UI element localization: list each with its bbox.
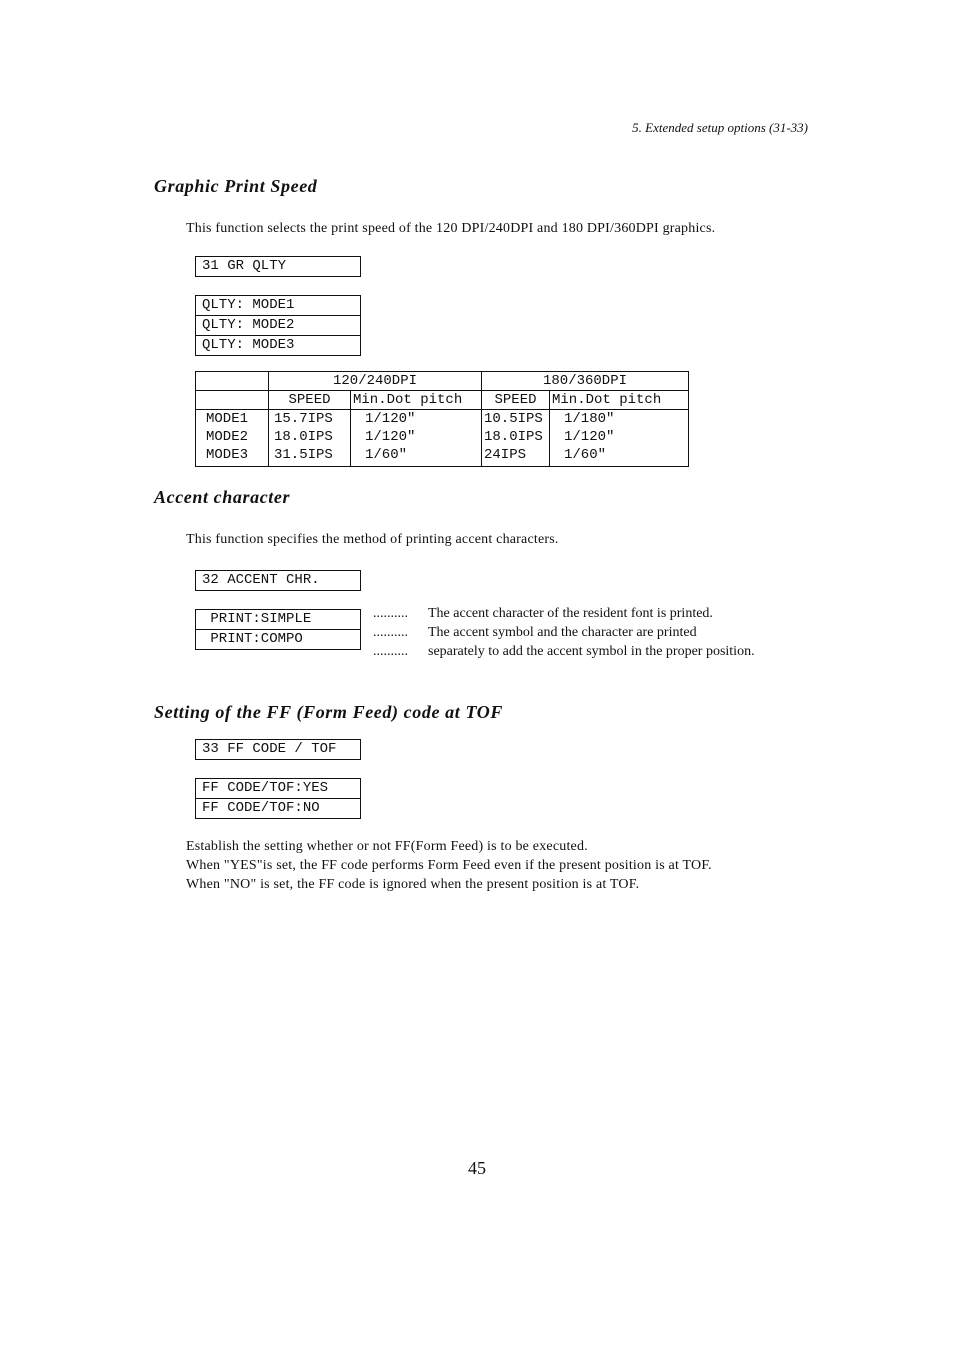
option-ff-yes: FF CODE/TOF:YES xyxy=(202,780,329,796)
option-print-compo: PRINT:COMPO xyxy=(196,629,360,649)
ff-line: When "YES"is set, the FF code performs Form Feed even if the present position is at TOF. xyxy=(186,858,712,873)
section-title-accent-character: Accent character xyxy=(154,487,291,507)
ff-line: Establish the setting whether or not FF(Form Feed) is to be executed. xyxy=(186,839,588,854)
table-row xyxy=(196,410,689,429)
section-title-graphic-print-speed: Graphic Print Speed xyxy=(154,176,318,196)
group-header-180-360: 180/360DPI xyxy=(482,372,689,391)
cell-pitch: 1/120" xyxy=(351,428,482,446)
menu-item-label: 31 GR QLTY xyxy=(202,258,287,274)
accent-desc-compo-cont: separately to add the accent symbol in the proper position. xyxy=(428,644,755,659)
row-mode: MODE3 xyxy=(196,446,269,467)
ff-line: When "NO" is set, the FF code is ignored when the present position is at TOF. xyxy=(186,877,640,892)
cell-speed: 24IPS xyxy=(482,446,550,467)
ff-options xyxy=(195,778,361,819)
option-mode3: QLTY: MODE3 xyxy=(196,335,360,355)
cell-pitch: 1/180" xyxy=(550,410,689,429)
table-corner-cell xyxy=(196,391,269,410)
ff-description xyxy=(186,837,712,894)
accent-options xyxy=(195,609,361,650)
cell-pitch: 1/120" xyxy=(550,428,689,446)
cell-speed: 18.0IPS xyxy=(269,428,351,446)
option-print-simple: PRINT:SIMPLE xyxy=(202,611,312,627)
accent-desc-simple: The accent character of the resident font is printed. xyxy=(428,606,713,621)
leader-dots: .......... xyxy=(373,606,408,621)
page-number: 45 xyxy=(468,1158,486,1178)
option-ff-no: FF CODE/TOF:NO xyxy=(196,798,360,818)
graphic-options xyxy=(195,295,361,356)
graphic-intro: This function selects the print speed of the 120 DPI/240DPI and 180 DPI/360DPI graphics. xyxy=(186,221,716,236)
col-header-speed: SPEED xyxy=(269,391,351,410)
col-header-min-dot-pitch: Min.Dot pitch xyxy=(550,391,689,410)
cell-pitch: 1/120" xyxy=(351,410,482,429)
accent-intro: This function specifies the method of printing accent characters. xyxy=(186,532,559,547)
row-mode: MODE2 xyxy=(196,428,269,446)
cell-speed: 31.5IPS xyxy=(269,446,351,467)
option-mode1: QLTY: MODE1 xyxy=(202,297,295,313)
cell-speed: 15.7IPS xyxy=(269,410,351,429)
cell-pitch: 1/60" xyxy=(550,446,689,467)
accent-desc-compo: The accent symbol and the character are printed xyxy=(428,625,697,640)
running-header: 5. Extended setup options (31-33) xyxy=(632,120,808,135)
table-row xyxy=(196,428,689,446)
table-row xyxy=(196,446,689,467)
ff-menu-item xyxy=(195,739,361,760)
menu-item-label: 33 FF CODE / TOF xyxy=(202,741,337,757)
menu-item-label: 32 ACCENT CHR. xyxy=(202,572,320,588)
cell-speed: 18.0IPS xyxy=(482,428,550,446)
accent-menu-item xyxy=(195,570,361,591)
group-header-120-240: 120/240DPI xyxy=(269,372,482,391)
table-corner-cell xyxy=(196,372,269,391)
cell-speed: 10.5IPS xyxy=(482,410,550,429)
cell-pitch: 1/60" xyxy=(351,446,482,467)
row-mode: MODE1 xyxy=(196,410,269,429)
graphic-menu-item xyxy=(195,256,361,277)
graphic-speed-table xyxy=(195,371,689,467)
leader-dots: .......... xyxy=(373,644,408,659)
option-mode2: QLTY: MODE2 xyxy=(196,315,360,335)
col-header-min-dot-pitch: Min.Dot pitch xyxy=(351,391,482,410)
col-header-speed: SPEED xyxy=(482,391,550,410)
leader-dots: .......... xyxy=(373,625,408,640)
section-title-ff-code: Setting of the FF (Form Feed) code at TOF xyxy=(154,702,503,722)
